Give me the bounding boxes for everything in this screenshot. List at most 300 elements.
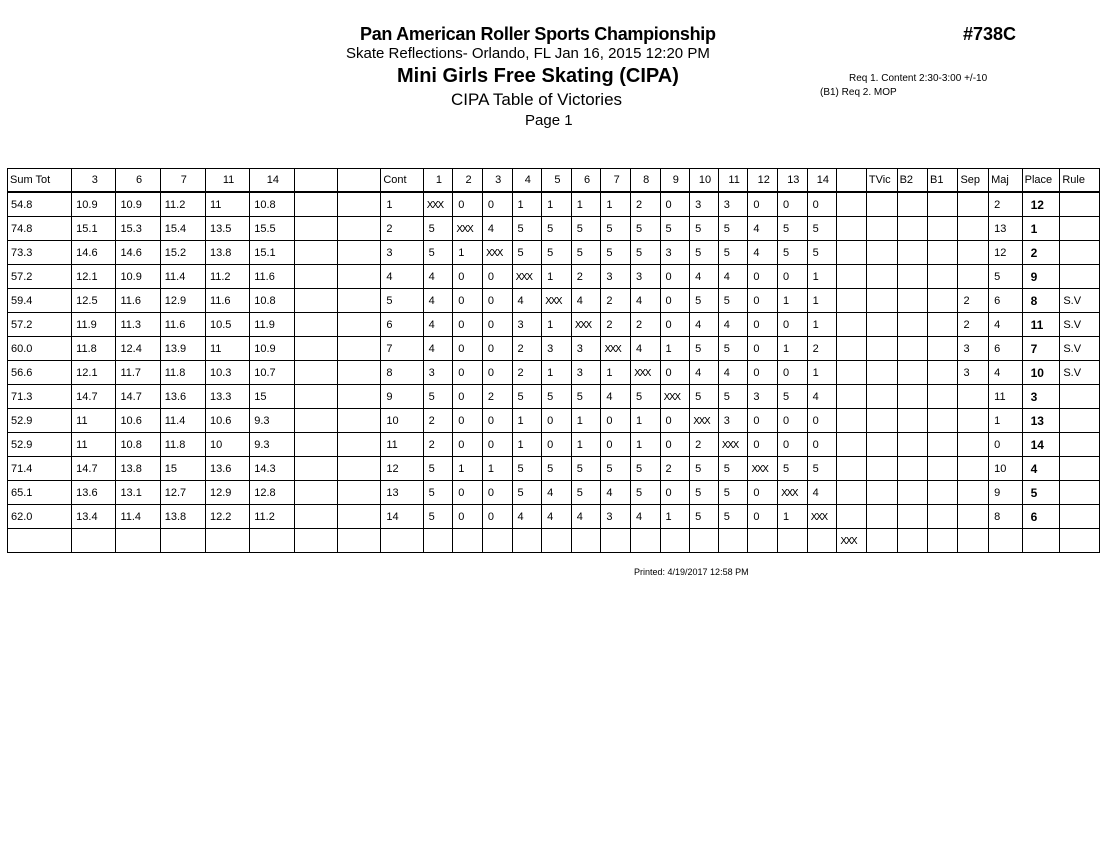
table-cell: 10.9 bbox=[250, 337, 294, 361]
table-cell: 10 bbox=[989, 457, 1022, 481]
column-header: B1 bbox=[928, 169, 958, 193]
table-cell: 13 bbox=[381, 481, 423, 505]
table-cell: 5 bbox=[630, 385, 660, 409]
table-cell: 11.8 bbox=[160, 433, 205, 457]
report-code: #738C bbox=[963, 24, 1017, 44]
table-cell: S.V bbox=[1060, 361, 1100, 385]
table-cell: 15.4 bbox=[160, 217, 205, 241]
table-cell: 52.9 bbox=[8, 433, 72, 457]
place-cell bbox=[1022, 529, 1060, 553]
table-row bbox=[8, 505, 1100, 529]
table-cell: 0 bbox=[482, 361, 512, 385]
table-cell: 0 bbox=[807, 192, 837, 217]
table-cell bbox=[601, 529, 631, 553]
table-cell: 2 bbox=[571, 265, 601, 289]
table-cell: 11.7 bbox=[116, 361, 160, 385]
table-cell bbox=[294, 313, 337, 337]
table-cell: 59.4 bbox=[8, 289, 72, 313]
table-cell bbox=[958, 433, 989, 457]
table-cell: 1 bbox=[453, 241, 483, 265]
table-cell: 5 bbox=[718, 289, 748, 313]
table-cell: 1 bbox=[571, 433, 601, 457]
table-cell: 1 bbox=[778, 505, 808, 529]
table-cell: 9 bbox=[381, 385, 423, 409]
crossed-out-cell bbox=[807, 505, 837, 529]
table-cell: 12.1 bbox=[72, 361, 116, 385]
column-header: Place bbox=[1022, 169, 1060, 193]
table-cell: 2 bbox=[660, 457, 690, 481]
column-header: 9 bbox=[660, 169, 690, 193]
table-cell bbox=[337, 409, 380, 433]
table-cell: 0 bbox=[482, 289, 512, 313]
table-cell: 5 bbox=[718, 481, 748, 505]
table-cell bbox=[337, 505, 380, 529]
table-cell: 3 bbox=[423, 361, 453, 385]
table-cell bbox=[294, 217, 337, 241]
table-cell: 15.1 bbox=[250, 241, 294, 265]
table-cell: 10 bbox=[381, 409, 423, 433]
table-cell: 0 bbox=[748, 481, 778, 505]
table-cell: 5 bbox=[778, 241, 808, 265]
table-cell bbox=[1060, 385, 1100, 409]
table-cell: 5 bbox=[542, 217, 572, 241]
table-cell: 57.2 bbox=[8, 265, 72, 289]
table-cell: 5 bbox=[989, 265, 1022, 289]
table-cell bbox=[866, 289, 897, 313]
table-cell: 5 bbox=[571, 217, 601, 241]
crossed-out-mark: XXX bbox=[456, 223, 473, 235]
place-cell: 14 bbox=[1022, 433, 1060, 457]
table-cell: 5 bbox=[690, 385, 719, 409]
table-cell: 5 bbox=[807, 457, 837, 481]
table-cell: 13.9 bbox=[160, 337, 205, 361]
table-cell: 0 bbox=[453, 192, 483, 217]
table-cell bbox=[72, 529, 116, 553]
table-cell bbox=[897, 192, 927, 217]
table-cell: 11.4 bbox=[160, 409, 205, 433]
table-cell: 13.8 bbox=[116, 457, 160, 481]
column-header: 10 bbox=[690, 169, 719, 193]
crossed-out-mark: XXX bbox=[693, 415, 710, 427]
table-cell: 0 bbox=[660, 313, 690, 337]
table-cell: 1 bbox=[660, 505, 690, 529]
table-cell: 4 bbox=[571, 289, 601, 313]
table-cell bbox=[928, 217, 958, 241]
victories-table bbox=[7, 168, 1100, 553]
table-cell: 0 bbox=[748, 409, 778, 433]
place-cell: 7 bbox=[1022, 337, 1060, 361]
table-cell: 0 bbox=[778, 313, 808, 337]
place-cell: 3 bbox=[1022, 385, 1060, 409]
column-header: 14 bbox=[807, 169, 837, 193]
table-cell bbox=[837, 313, 867, 337]
table-cell bbox=[837, 241, 867, 265]
table-cell: 4 bbox=[748, 241, 778, 265]
table-cell bbox=[897, 529, 927, 553]
table-cell: 1 bbox=[482, 457, 512, 481]
table-cell: 0 bbox=[778, 192, 808, 217]
table-cell: 10.9 bbox=[116, 265, 160, 289]
table-cell: 11.6 bbox=[116, 289, 160, 313]
table-cell: 65.1 bbox=[8, 481, 72, 505]
table-cell: 4 bbox=[690, 313, 719, 337]
table-cell bbox=[897, 265, 927, 289]
table-cell bbox=[928, 529, 958, 553]
table-cell: 0 bbox=[542, 409, 572, 433]
table-cell: 0 bbox=[453, 409, 483, 433]
table-cell: 5 bbox=[778, 217, 808, 241]
table-cell bbox=[928, 481, 958, 505]
table-cell bbox=[294, 409, 337, 433]
table-cell: 4 bbox=[423, 313, 453, 337]
crossed-out-mark: XXX bbox=[751, 463, 768, 475]
table-cell: 13.4 bbox=[72, 505, 116, 529]
table-cell bbox=[294, 289, 337, 313]
table-cell bbox=[250, 529, 294, 553]
table-cell: 10.6 bbox=[205, 409, 249, 433]
table-row bbox=[8, 337, 1100, 361]
table-cell: 0 bbox=[542, 433, 572, 457]
table-cell: 2 bbox=[423, 409, 453, 433]
table-cell bbox=[897, 481, 927, 505]
table-cell: 4 bbox=[542, 481, 572, 505]
table-cell bbox=[337, 289, 380, 313]
table-cell: 4 bbox=[512, 289, 542, 313]
table-cell: 4 bbox=[423, 289, 453, 313]
table-cell bbox=[928, 337, 958, 361]
table-cell bbox=[897, 433, 927, 457]
table-cell bbox=[958, 457, 989, 481]
crossed-out-cell bbox=[660, 385, 690, 409]
place-cell: 5 bbox=[1022, 481, 1060, 505]
table-cell: 8 bbox=[381, 361, 423, 385]
table-cell bbox=[989, 529, 1022, 553]
table-cell: 12.4 bbox=[116, 337, 160, 361]
table-cell: 71.3 bbox=[8, 385, 72, 409]
table-cell: 11.9 bbox=[72, 313, 116, 337]
table-cell: 14.7 bbox=[116, 385, 160, 409]
table-cell: 3 bbox=[748, 385, 778, 409]
table-cell bbox=[866, 217, 897, 241]
table-cell: 5 bbox=[423, 505, 453, 529]
column-header: 14 bbox=[250, 169, 294, 193]
table-cell: 12.8 bbox=[250, 481, 294, 505]
table-cell: 5 bbox=[601, 217, 631, 241]
table-row bbox=[8, 385, 1100, 409]
table-cell: 10.9 bbox=[116, 192, 160, 217]
crossed-out-cell bbox=[512, 265, 542, 289]
crossed-out-cell bbox=[482, 241, 512, 265]
table-cell: 5 bbox=[423, 457, 453, 481]
table-cell: 1 bbox=[778, 337, 808, 361]
table-cell: 2 bbox=[512, 337, 542, 361]
table-cell bbox=[958, 505, 989, 529]
table-cell: 5 bbox=[571, 457, 601, 481]
table-cell: 4 bbox=[630, 337, 660, 361]
table-cell: 0 bbox=[778, 433, 808, 457]
table-cell: S.V bbox=[1060, 313, 1100, 337]
table-cell: 11 bbox=[989, 385, 1022, 409]
table-cell: 5 bbox=[690, 289, 719, 313]
table-cell bbox=[337, 361, 380, 385]
table-cell bbox=[837, 505, 867, 529]
table-cell bbox=[337, 433, 380, 457]
table-cell bbox=[718, 529, 748, 553]
place-cell: 1 bbox=[1022, 217, 1060, 241]
table-cell: 4 bbox=[571, 505, 601, 529]
table-cell: 3 bbox=[542, 337, 572, 361]
column-header: B2 bbox=[897, 169, 927, 193]
table-cell: 11 bbox=[381, 433, 423, 457]
table-cell: 0 bbox=[482, 409, 512, 433]
table-cell: 5 bbox=[807, 217, 837, 241]
table-cell: 13.8 bbox=[160, 505, 205, 529]
table-cell: 5 bbox=[423, 481, 453, 505]
table-cell: 1 bbox=[778, 289, 808, 313]
table-cell: 5 bbox=[718, 337, 748, 361]
place-cell: 4 bbox=[1022, 457, 1060, 481]
table-cell: 15.1 bbox=[72, 217, 116, 241]
table-cell: 0 bbox=[748, 265, 778, 289]
table-cell: 2 bbox=[958, 313, 989, 337]
column-header: Maj bbox=[989, 169, 1022, 193]
column-header: 1 bbox=[423, 169, 453, 193]
table-cell: 11.2 bbox=[250, 505, 294, 529]
table-cell: 11 bbox=[72, 409, 116, 433]
table-cell: 2 bbox=[807, 337, 837, 361]
table-cell: 10.8 bbox=[250, 289, 294, 313]
table-cell: 11.6 bbox=[205, 289, 249, 313]
table-cell: 11 bbox=[205, 192, 249, 217]
table-cell bbox=[453, 529, 483, 553]
table-cell: 4 bbox=[690, 265, 719, 289]
crossed-out-mark: XXX bbox=[515, 271, 532, 283]
table-cell bbox=[866, 361, 897, 385]
table-cell: 5 bbox=[630, 241, 660, 265]
table-cell: 11.8 bbox=[160, 361, 205, 385]
table-row bbox=[8, 289, 1100, 313]
table-cell bbox=[897, 241, 927, 265]
table-cell: 0 bbox=[482, 192, 512, 217]
table-cell: 14.3 bbox=[250, 457, 294, 481]
table-cell bbox=[690, 529, 719, 553]
table-cell: 5 bbox=[423, 385, 453, 409]
table-cell: 2 bbox=[690, 433, 719, 457]
table-cell bbox=[205, 529, 249, 553]
table-cell: 0 bbox=[989, 433, 1022, 457]
table-cell bbox=[866, 385, 897, 409]
column-header bbox=[337, 169, 380, 193]
table-cell: 12.2 bbox=[205, 505, 249, 529]
table-cell: 3 bbox=[958, 337, 989, 361]
table-cell: 3 bbox=[690, 192, 719, 217]
table-cell bbox=[897, 457, 927, 481]
report-subtitle: CIPA Table of Victories bbox=[451, 90, 623, 109]
table-cell: 11.9 bbox=[250, 313, 294, 337]
table-cell: 4 bbox=[381, 265, 423, 289]
table-cell: 2 bbox=[601, 289, 631, 313]
column-header: 6 bbox=[116, 169, 160, 193]
table-cell: 74.8 bbox=[8, 217, 72, 241]
table-cell: 4 bbox=[482, 217, 512, 241]
table-cell: 11.2 bbox=[160, 192, 205, 217]
table-cell: 0 bbox=[453, 385, 483, 409]
page-number: Page 1 bbox=[525, 112, 573, 129]
table-cell: 2 bbox=[989, 192, 1022, 217]
requirement-1: Req 1. Content 2:30-3:00 +/-10 bbox=[849, 73, 988, 84]
crossed-out-cell bbox=[423, 192, 453, 217]
crossed-out-cell bbox=[690, 409, 719, 433]
table-cell: 12 bbox=[989, 241, 1022, 265]
table-cell: 0 bbox=[453, 265, 483, 289]
table-cell: 0 bbox=[482, 505, 512, 529]
table-cell: 4 bbox=[718, 361, 748, 385]
table-cell: 0 bbox=[453, 505, 483, 529]
table-cell: 0 bbox=[453, 313, 483, 337]
table-cell bbox=[866, 313, 897, 337]
table-cell bbox=[482, 529, 512, 553]
table-cell: 71.4 bbox=[8, 457, 72, 481]
table-cell: 13.8 bbox=[205, 241, 249, 265]
table-cell bbox=[1060, 505, 1100, 529]
crossed-out-mark: XXX bbox=[426, 199, 443, 211]
crossed-out-mark: XXX bbox=[721, 439, 738, 451]
table-cell bbox=[866, 457, 897, 481]
table-cell: 1 bbox=[453, 457, 483, 481]
table-cell: 1 bbox=[807, 361, 837, 385]
table-cell: 2 bbox=[512, 361, 542, 385]
table-cell: 62.0 bbox=[8, 505, 72, 529]
table-cell: 8 bbox=[989, 505, 1022, 529]
table-cell bbox=[837, 433, 867, 457]
crossed-out-mark: XXX bbox=[810, 511, 827, 523]
column-header: 7 bbox=[601, 169, 631, 193]
table-cell bbox=[897, 409, 927, 433]
table-cell: 1 bbox=[660, 337, 690, 361]
crossed-out-mark: XXX bbox=[485, 247, 502, 259]
table-cell bbox=[928, 409, 958, 433]
table-cell: 1 bbox=[542, 265, 572, 289]
table-cell: 6 bbox=[381, 313, 423, 337]
table-cell bbox=[897, 217, 927, 241]
table-cell: 4 bbox=[512, 505, 542, 529]
table-cell: 0 bbox=[453, 481, 483, 505]
table-cell: 4 bbox=[630, 289, 660, 313]
table-cell: 1 bbox=[512, 409, 542, 433]
table-cell: 1 bbox=[601, 192, 631, 217]
table-cell: 3 bbox=[660, 241, 690, 265]
table-cell: 5 bbox=[571, 241, 601, 265]
table-cell: 5 bbox=[630, 217, 660, 241]
table-cell: 0 bbox=[660, 192, 690, 217]
table-row bbox=[8, 409, 1100, 433]
table-cell bbox=[958, 217, 989, 241]
table-cell: 13.6 bbox=[205, 457, 249, 481]
table-cell: 5 bbox=[718, 505, 748, 529]
table-cell: 2 bbox=[482, 385, 512, 409]
table-cell: 5 bbox=[718, 385, 748, 409]
table-cell bbox=[958, 529, 989, 553]
table-cell bbox=[866, 265, 897, 289]
table-cell: 3 bbox=[718, 409, 748, 433]
table-cell bbox=[837, 361, 867, 385]
table-cell: 10.3 bbox=[205, 361, 249, 385]
table-cell: 13.6 bbox=[72, 481, 116, 505]
table-cell bbox=[1060, 457, 1100, 481]
table-cell: 1 bbox=[630, 433, 660, 457]
table-cell: 5 bbox=[512, 241, 542, 265]
column-header: 13 bbox=[778, 169, 808, 193]
table-cell bbox=[897, 361, 927, 385]
table-cell bbox=[958, 409, 989, 433]
table-cell: 0 bbox=[482, 337, 512, 361]
table-cell bbox=[423, 529, 453, 553]
column-header: 3 bbox=[72, 169, 116, 193]
table-cell: 0 bbox=[660, 481, 690, 505]
table-cell: 11.3 bbox=[116, 313, 160, 337]
table-cell bbox=[866, 505, 897, 529]
place-cell: 10 bbox=[1022, 361, 1060, 385]
column-header: Rule bbox=[1060, 169, 1100, 193]
crossed-out-cell bbox=[837, 529, 867, 553]
table-cell: 5 bbox=[778, 385, 808, 409]
table-cell: 6 bbox=[989, 337, 1022, 361]
table-cell: 0 bbox=[660, 409, 690, 433]
table-cell: 4 bbox=[601, 481, 631, 505]
table-cell: 1 bbox=[542, 192, 572, 217]
table-cell bbox=[1060, 481, 1100, 505]
table-cell: 13.5 bbox=[205, 217, 249, 241]
table-cell: 60.0 bbox=[8, 337, 72, 361]
table-cell: 1 bbox=[807, 313, 837, 337]
table-cell bbox=[630, 529, 660, 553]
table-cell: 3 bbox=[601, 265, 631, 289]
place-cell: 13 bbox=[1022, 409, 1060, 433]
table-cell: 4 bbox=[423, 337, 453, 361]
column-header bbox=[837, 169, 867, 193]
table-cell bbox=[866, 481, 897, 505]
table-cell: 12.9 bbox=[205, 481, 249, 505]
table-cell: 2 bbox=[630, 192, 660, 217]
table-cell: 0 bbox=[807, 409, 837, 433]
table-cell: S.V bbox=[1060, 337, 1100, 361]
table-cell bbox=[866, 337, 897, 361]
table-cell bbox=[866, 529, 897, 553]
table-cell bbox=[897, 337, 927, 361]
column-header: 3 bbox=[482, 169, 512, 193]
table-row bbox=[8, 481, 1100, 505]
table-cell bbox=[837, 289, 867, 313]
table-cell: 1 bbox=[807, 289, 837, 313]
table-cell: 11 bbox=[205, 337, 249, 361]
table-cell: 52.9 bbox=[8, 409, 72, 433]
table-cell: 0 bbox=[748, 361, 778, 385]
table-cell bbox=[866, 241, 897, 265]
table-cell: 3 bbox=[571, 337, 601, 361]
table-cell: 73.3 bbox=[8, 241, 72, 265]
table-cell: 1 bbox=[571, 192, 601, 217]
table-cell: 1 bbox=[512, 192, 542, 217]
table-cell bbox=[337, 481, 380, 505]
table-row bbox=[8, 313, 1100, 337]
crossed-out-cell bbox=[718, 433, 748, 457]
table-cell bbox=[294, 241, 337, 265]
table-cell: S.V bbox=[1060, 289, 1100, 313]
table-cell: 14.7 bbox=[72, 457, 116, 481]
table-cell: 0 bbox=[660, 265, 690, 289]
table-cell: 5 bbox=[542, 241, 572, 265]
table-cell: 0 bbox=[660, 433, 690, 457]
